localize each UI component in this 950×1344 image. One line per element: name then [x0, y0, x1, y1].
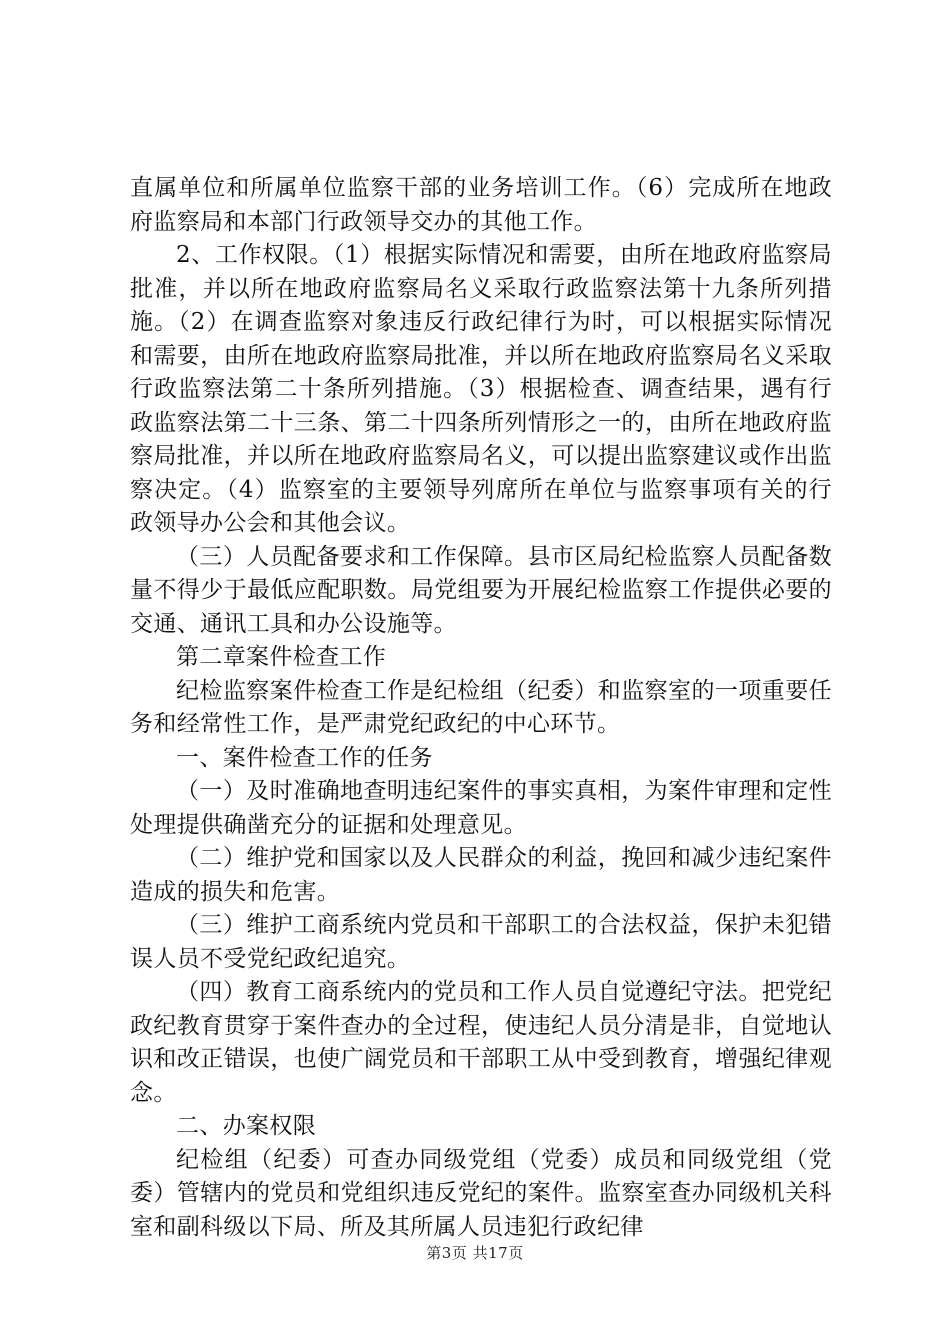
- paragraph-continuation: 直属单位和所属单位监察干部的业务培训工作。（6）完成所在地政府监察局和本部门行政领导交办的其他工作。: [130, 175, 832, 235]
- chapter-heading: 第二章案件检查工作: [176, 644, 387, 670]
- paragraph-task-4: （四）教育工商系统内的党员和工作人员自觉遵纪守法。把党纪政纪教育贯穿于案件查办的全过程，使违纪人员分清是非，自觉地认识和改正错误，也使广阔党员和干部职工从中受到教育，增强纪律观念。: [130, 979, 832, 1106]
- paragraph-task-3: （三）维护工商系统内党员和干部职工的合法权益，保护未犯错误人员不受党纪政纪追究。: [130, 912, 832, 972]
- page-number-footer: 第3页 共17页: [426, 1244, 524, 1262]
- paragraph-task-2: （二）维护党和国家以及人民群众的利益，挽回和减少违纪案件造成的损失和危害。: [130, 845, 832, 905]
- paragraph-work-authority: 2、工作权限。（1）根据实际情况和需要，由所在地政府监察局批准，并以所在地政府监察局名义采取行政监察法第十九条所列措施。（2）在调查监察对象违反行政纪律行为时，可以根据实际情况和需要，由所在地政府监察局批准，并以所在地政府监察局名义采取行政监察法第二十条所列措施。（3）根据检查、调查结果，遇有行政监察法第二十三条、第二十四条所列情形之一的，由所在地政府监察局批准，并以所在地政府监察局名义，可以提出监察建议或作出监察决定。（4）监察室的主要领导列席所在单位与监察事项有关的行政领导办公会和其他会议。: [130, 242, 832, 536]
- section-heading-authority: 二、办案权限: [176, 1113, 317, 1139]
- paragraph-task-1: （一）及时准确地查明违纪案件的事实真相，为案件审理和定性处理提供确凿充分的证据和处理意见。: [130, 778, 832, 838]
- document-body: [130, 172, 832, 1244]
- paragraph-authority: 纪检组（纪委）可查办同级党组（党委）成员和同级党组（党委）管辖内的党员和党组织违反党纪的案件。监察室查办同级机关科室和副科级以下局、所及其所属人员违犯行政纪律: [130, 1146, 832, 1240]
- paragraph-staffing: （三）人员配备要求和工作保障。县市区局纪检监察人员配备数量不得少于最低应配职数。局党组要为开展纪检监察工作提供必要的交通、通讯工具和办公设施等。: [130, 543, 832, 637]
- section-heading-tasks: 一、案件检查工作的任务: [176, 744, 433, 771]
- paragraph-chapter-intro: 纪检监察案件检查工作是纪检组（纪委）和监察室的一项重要任务和经常性工作，是严肃党纪政纪的中心环节。: [130, 677, 832, 737]
